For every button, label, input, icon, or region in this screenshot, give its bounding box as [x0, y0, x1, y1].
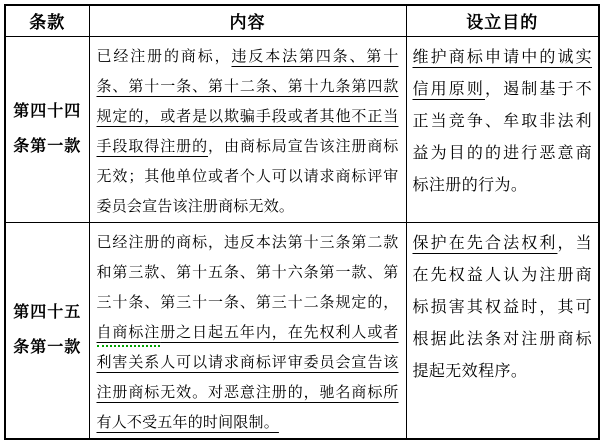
content-cell-article-45 [89, 222, 406, 439]
clause-cell-article-44: 第四十四条第一款 [5, 36, 89, 222]
text-segment: ，由商标局宣告该注册商标无效；其他单位或者个人可以请求商标评审委员会宣告该注册商标无效。 [96, 137, 399, 215]
content-cell-article-44 [89, 36, 406, 222]
underlined-text-segment: 维护商标申请中的诚实信用原则 [412, 48, 592, 98]
underlined-text-segment: 违反本法第四条、第十条、第十一条、第十二条、第十九条第四款规定的，或者是以欺骗手段或者其他不正当手段取得注册的 [96, 47, 399, 155]
column-header-clause: 条款 [5, 5, 89, 36]
purpose-cell-article-45 [406, 222, 599, 439]
clause-cell-article-45: 第四十五条第一款 [5, 222, 89, 439]
text-segment: 已经注册的商标，违反本法第十三条第二款和第三款、第十五条、第十六条第一款、第三十条、第三十一条、第三十二条规定的， [96, 233, 399, 311]
purpose-cell-article-44 [406, 36, 599, 222]
column-header-purpose: 设立目的 [406, 5, 599, 36]
column-header-content: 内容 [89, 5, 406, 36]
text-segment: 已经注册的商标， [96, 47, 232, 65]
trademark-law-clauses-table [4, 4, 600, 440]
table-row-article-45 [5, 222, 599, 439]
underlined-text-segment: 保护在先合法权利 [412, 234, 558, 252]
underlined-text-segment: 册之日起五年内，在先权利人或者利害关系人可以请求商标评审委员会宣告该注册商标无效。对恶意注册的，驰名商标所有人不受五年的时间限制。 [96, 323, 399, 431]
header-row [5, 5, 599, 36]
table-row-article-44 [5, 36, 599, 222]
spellcheck-flagged-text: 自商标注 [97, 324, 161, 347]
text-segment: ，当在先权益人认为注册商标损害其权益时，其可根据此法条对注册商标提起无效程序。 [412, 234, 592, 380]
text-segment: ，遏制基于不正当竞争、牟取非法利益为目的的进行恶意商标注册的行为。 [412, 80, 592, 194]
